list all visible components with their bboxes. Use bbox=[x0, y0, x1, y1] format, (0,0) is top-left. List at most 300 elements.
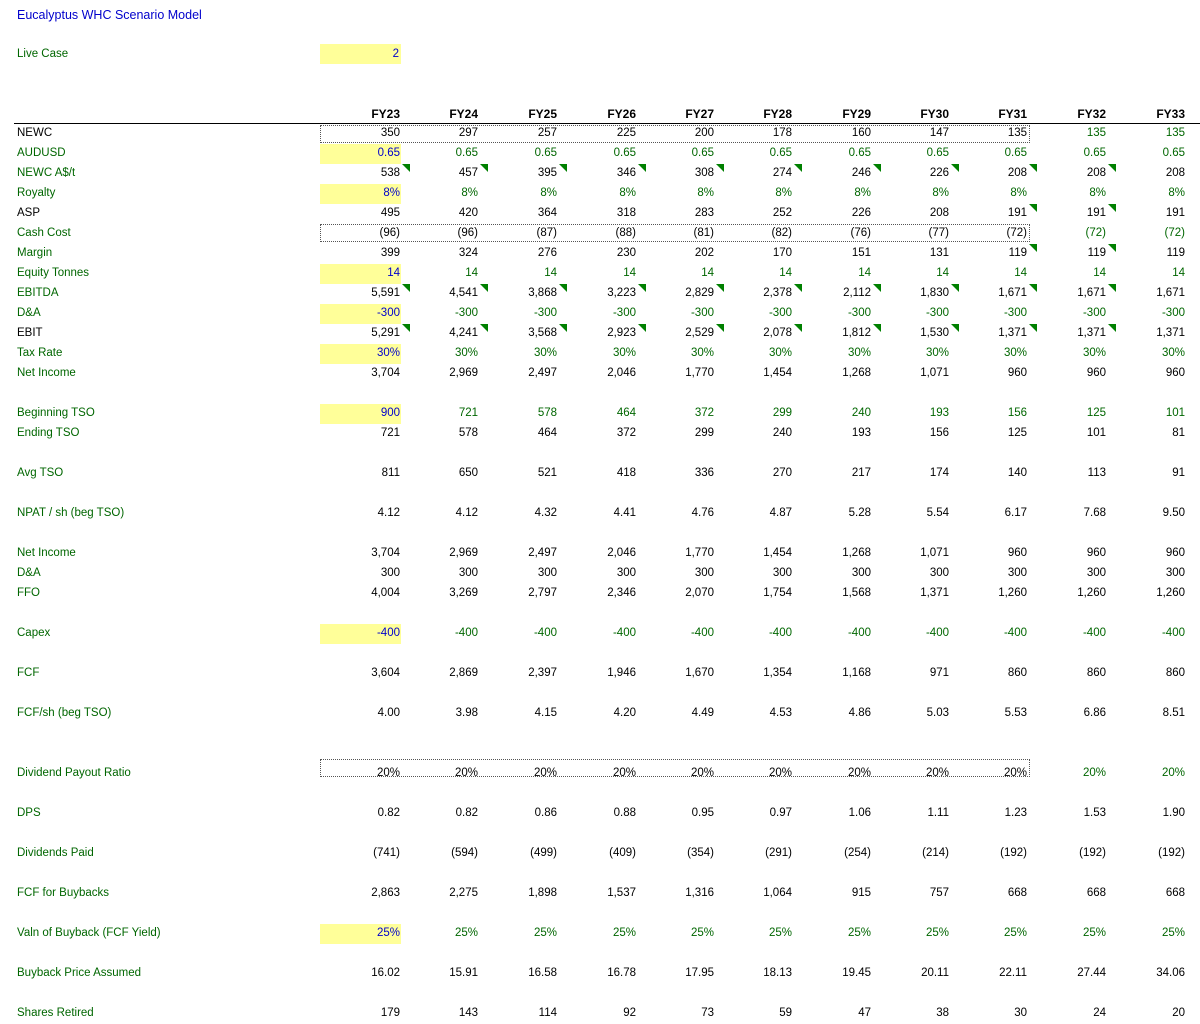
cell-fy29[interactable]: 151 bbox=[851, 247, 871, 259]
cell-fy29[interactable]: 1,568 bbox=[842, 587, 871, 599]
cell-fy23[interactable]: 0.82 bbox=[377, 807, 400, 819]
cell-fy24[interactable]: 2,275 bbox=[449, 887, 478, 899]
cell-fy28[interactable]: 270 bbox=[772, 467, 792, 479]
cell-fy31[interactable]: 5.53 bbox=[1004, 707, 1027, 719]
cell-fy32[interactable]: 668 bbox=[1086, 887, 1106, 899]
cell-fy24[interactable]: 4,541 bbox=[449, 287, 478, 299]
cell-fy32[interactable]: 860 bbox=[1086, 667, 1106, 679]
cell-fy26[interactable]: 3,223 bbox=[607, 287, 636, 299]
cell-fy24[interactable]: 30% bbox=[454, 347, 478, 359]
cell-fy29[interactable]: 1,268 bbox=[842, 547, 871, 559]
cell-fy29[interactable]: 300 bbox=[851, 567, 871, 579]
cell-fy24[interactable]: 14 bbox=[465, 267, 478, 279]
cell-fy28[interactable]: -400 bbox=[768, 627, 792, 639]
cell-fy25[interactable]: 276 bbox=[537, 247, 557, 259]
cell-fy24[interactable]: 650 bbox=[458, 467, 478, 479]
cell-fy27[interactable]: 8% bbox=[697, 187, 714, 199]
cell-fy27[interactable]: 283 bbox=[694, 207, 714, 219]
cell-fy26[interactable]: 14 bbox=[623, 267, 636, 279]
cell-fy24[interactable]: 420 bbox=[458, 207, 478, 219]
cell-fy31[interactable]: 119 bbox=[1008, 247, 1027, 259]
cell-fy27[interactable]: 308 bbox=[694, 167, 714, 179]
cell-fy28[interactable]: 8% bbox=[775, 187, 792, 199]
cell-fy29[interactable]: 1.06 bbox=[848, 807, 871, 819]
cell-fy27[interactable]: 73 bbox=[701, 1007, 714, 1019]
cell-fy27[interactable]: 4.49 bbox=[691, 707, 714, 719]
cell-fy28[interactable]: -300 bbox=[768, 307, 792, 319]
cell-fy31[interactable]: 20% bbox=[1003, 767, 1027, 779]
cell-fy32[interactable]: (192) bbox=[1079, 847, 1106, 859]
cell-fy30[interactable]: 30% bbox=[925, 347, 949, 359]
cell-fy29[interactable]: 25% bbox=[847, 927, 871, 939]
cell-fy31[interactable]: 300 bbox=[1007, 567, 1027, 579]
cell-fy27[interactable]: 2,070 bbox=[685, 587, 714, 599]
cell-fy33[interactable]: 135 bbox=[1165, 127, 1185, 139]
cell-fy29[interactable]: 246 bbox=[851, 167, 871, 179]
cell-fy33[interactable]: 1,371 bbox=[1156, 327, 1185, 339]
cell-fy24[interactable]: 15.91 bbox=[449, 967, 478, 979]
cell-fy33[interactable]: 1.90 bbox=[1162, 807, 1185, 819]
cell-fy23[interactable]: (96) bbox=[379, 227, 400, 239]
cell-fy30[interactable]: 20% bbox=[925, 767, 949, 779]
cell-fy29[interactable]: 19.45 bbox=[842, 967, 871, 979]
cell-fy25[interactable]: 2,497 bbox=[528, 547, 557, 559]
cell-fy24[interactable]: -400 bbox=[454, 627, 478, 639]
cell-fy29[interactable]: 4.86 bbox=[848, 707, 871, 719]
cell-fy28[interactable]: 59 bbox=[779, 1007, 792, 1019]
cell-fy30[interactable]: (214) bbox=[922, 847, 949, 859]
cell-fy29[interactable]: 193 bbox=[851, 427, 871, 439]
cell-fy33[interactable]: 9.50 bbox=[1162, 507, 1185, 519]
cell-fy33[interactable]: 101 bbox=[1165, 407, 1185, 419]
cell-fy33[interactable]: (72) bbox=[1164, 227, 1185, 239]
cell-fy29[interactable]: 226 bbox=[851, 207, 871, 219]
cell-fy24[interactable]: 4,241 bbox=[449, 327, 478, 339]
cell-fy26[interactable]: 0.88 bbox=[613, 807, 636, 819]
cell-fy29[interactable]: 30% bbox=[847, 347, 871, 359]
cell-fy27[interactable]: 1,770 bbox=[685, 367, 714, 379]
cell-fy23[interactable]: 4,004 bbox=[371, 587, 400, 599]
cell-fy29[interactable]: 47 bbox=[858, 1007, 871, 1019]
cell-fy25[interactable]: 257 bbox=[537, 127, 557, 139]
cell-fy31[interactable]: 1.23 bbox=[1004, 807, 1027, 819]
cell-fy24[interactable]: 4.12 bbox=[455, 507, 478, 519]
cell-fy25[interactable]: (87) bbox=[536, 227, 557, 239]
cell-fy26[interactable]: 2,046 bbox=[607, 367, 636, 379]
cell-fy27[interactable]: 17.95 bbox=[685, 967, 714, 979]
cell-fy23[interactable]: 5,591 bbox=[371, 287, 400, 299]
cell-fy26[interactable]: 20% bbox=[612, 767, 636, 779]
cell-fy33[interactable]: 300 bbox=[1165, 567, 1185, 579]
cell-fy32[interactable]: 125 bbox=[1086, 407, 1106, 419]
cell-fy29[interactable]: 2,112 bbox=[843, 287, 871, 299]
cell-fy32[interactable]: 119 bbox=[1087, 247, 1106, 259]
cell-fy28[interactable]: 18.13 bbox=[763, 967, 792, 979]
cell-fy27[interactable]: (354) bbox=[687, 847, 714, 859]
cell-fy28[interactable]: 1,454 bbox=[763, 367, 792, 379]
cell-fy23[interactable]: 3,704 bbox=[371, 547, 400, 559]
cell-fy24[interactable]: 324 bbox=[458, 247, 478, 259]
cell-fy32[interactable]: 27.44 bbox=[1077, 967, 1106, 979]
cell-fy23[interactable]: 2,863 bbox=[371, 887, 400, 899]
cell-fy28[interactable]: (82) bbox=[771, 227, 792, 239]
cell-fy33[interactable]: 34.06 bbox=[1156, 967, 1185, 979]
cell-fy26[interactable]: (409) bbox=[609, 847, 636, 859]
cell-fy26[interactable]: 318 bbox=[616, 207, 636, 219]
cell-fy25[interactable]: 2,497 bbox=[528, 367, 557, 379]
cell-fy28[interactable]: 1,064 bbox=[763, 887, 792, 899]
cell-fy23[interactable]: -400 bbox=[376, 627, 400, 639]
cell-fy24[interactable]: 2,969 bbox=[449, 367, 478, 379]
cell-fy32[interactable]: 960 bbox=[1086, 547, 1106, 559]
cell-fy23[interactable]: 30% bbox=[376, 347, 400, 359]
cell-fy25[interactable]: 8% bbox=[540, 187, 557, 199]
cell-fy27[interactable]: 372 bbox=[694, 407, 714, 419]
cell-fy31[interactable]: 1,260 bbox=[998, 587, 1027, 599]
cell-fy23[interactable]: -300 bbox=[376, 307, 400, 319]
cell-fy33[interactable]: 91 bbox=[1172, 467, 1185, 479]
cell-fy27[interactable]: 30% bbox=[690, 347, 714, 359]
cell-fy30[interactable]: 300 bbox=[929, 567, 949, 579]
cell-fy26[interactable]: 2,046 bbox=[607, 547, 636, 559]
live-case-input[interactable]: 2 bbox=[320, 44, 401, 64]
cell-fy33[interactable]: 960 bbox=[1165, 547, 1185, 559]
cell-fy23[interactable]: 900 bbox=[380, 407, 400, 419]
cell-fy30[interactable]: 131 bbox=[929, 247, 949, 259]
cell-fy33[interactable]: 960 bbox=[1165, 367, 1185, 379]
cell-fy26[interactable]: 8% bbox=[619, 187, 636, 199]
cell-fy23[interactable]: 16.02 bbox=[371, 967, 400, 979]
cell-fy33[interactable]: 30% bbox=[1161, 347, 1185, 359]
cell-fy23[interactable]: 5,291 bbox=[371, 327, 400, 339]
cell-fy32[interactable]: -300 bbox=[1082, 307, 1106, 319]
cell-fy28[interactable]: 1,354 bbox=[763, 667, 792, 679]
cell-fy26[interactable]: 92 bbox=[623, 1007, 636, 1019]
cell-fy28[interactable]: 14 bbox=[779, 267, 792, 279]
cell-fy31[interactable]: 208 bbox=[1007, 167, 1027, 179]
cell-fy31[interactable]: (192) bbox=[1000, 847, 1027, 859]
cell-fy25[interactable]: 30% bbox=[533, 347, 557, 359]
cell-fy29[interactable]: 217 bbox=[851, 467, 871, 479]
cell-fy24[interactable]: 0.65 bbox=[455, 147, 478, 159]
cell-fy27[interactable]: 336 bbox=[694, 467, 714, 479]
cell-fy29[interactable]: 1,812 bbox=[842, 327, 871, 339]
cell-fy25[interactable]: 300 bbox=[537, 567, 557, 579]
cell-fy28[interactable]: 274 bbox=[772, 167, 792, 179]
cell-fy29[interactable]: -400 bbox=[847, 627, 871, 639]
cell-fy30[interactable]: 1,071 bbox=[920, 367, 949, 379]
cell-fy28[interactable]: 240 bbox=[772, 427, 792, 439]
cell-fy24[interactable]: 3.98 bbox=[455, 707, 478, 719]
cell-fy30[interactable]: 1,371 bbox=[920, 587, 949, 599]
cell-fy26[interactable]: 1,537 bbox=[607, 887, 636, 899]
cell-fy33[interactable]: 81 bbox=[1172, 427, 1185, 439]
cell-fy23[interactable]: 399 bbox=[380, 247, 400, 259]
cell-fy31[interactable]: 191 bbox=[1007, 207, 1027, 219]
cell-fy24[interactable]: 8% bbox=[461, 187, 478, 199]
cell-fy33[interactable]: 191 bbox=[1165, 207, 1185, 219]
cell-fy31[interactable]: 125 bbox=[1007, 427, 1027, 439]
cell-fy31[interactable]: -400 bbox=[1003, 627, 1027, 639]
cell-fy25[interactable]: 4.15 bbox=[534, 707, 557, 719]
cell-fy25[interactable]: 0.65 bbox=[534, 147, 557, 159]
cell-fy30[interactable]: 5.54 bbox=[926, 507, 949, 519]
cell-fy27[interactable]: 1,770 bbox=[685, 547, 714, 559]
cell-fy30[interactable]: 14 bbox=[936, 267, 949, 279]
cell-fy24[interactable]: 143 bbox=[458, 1007, 478, 1019]
cell-fy33[interactable]: 208 bbox=[1165, 167, 1185, 179]
cell-fy23[interactable]: 179 bbox=[380, 1007, 400, 1019]
cell-fy27[interactable]: (81) bbox=[693, 227, 714, 239]
cell-fy25[interactable]: 25% bbox=[533, 927, 557, 939]
cell-fy23[interactable]: 3,704 bbox=[371, 367, 400, 379]
cell-fy32[interactable]: 960 bbox=[1086, 367, 1106, 379]
cell-fy26[interactable]: 2,346 bbox=[607, 587, 636, 599]
cell-fy25[interactable]: 114 bbox=[538, 1007, 557, 1019]
cell-fy23[interactable]: 495 bbox=[380, 207, 400, 219]
cell-fy31[interactable]: 25% bbox=[1003, 927, 1027, 939]
cell-fy30[interactable]: 5.03 bbox=[926, 707, 949, 719]
cell-fy25[interactable]: 1,898 bbox=[528, 887, 557, 899]
cell-fy24[interactable]: 578 bbox=[458, 427, 478, 439]
cell-fy28[interactable]: 20% bbox=[768, 767, 792, 779]
cell-fy29[interactable]: 915 bbox=[851, 887, 871, 899]
cell-fy31[interactable]: 960 bbox=[1007, 367, 1027, 379]
cell-fy33[interactable]: 25% bbox=[1161, 927, 1185, 939]
cell-fy32[interactable]: 208 bbox=[1086, 167, 1106, 179]
cell-fy33[interactable]: 14 bbox=[1172, 267, 1185, 279]
cell-fy29[interactable]: 8% bbox=[854, 187, 871, 199]
cell-fy33[interactable]: 8% bbox=[1168, 187, 1185, 199]
cell-fy31[interactable]: -300 bbox=[1003, 307, 1027, 319]
cell-fy32[interactable]: (72) bbox=[1085, 227, 1106, 239]
cell-fy27[interactable]: 1,670 bbox=[685, 667, 714, 679]
cell-fy28[interactable]: 178 bbox=[772, 127, 792, 139]
cell-fy25[interactable]: -300 bbox=[533, 307, 557, 319]
cell-fy31[interactable]: 860 bbox=[1007, 667, 1027, 679]
cell-fy30[interactable]: 1,530 bbox=[920, 327, 949, 339]
cell-fy31[interactable]: 22.11 bbox=[999, 967, 1027, 979]
cell-fy23[interactable]: 4.12 bbox=[377, 507, 400, 519]
cell-fy31[interactable]: 668 bbox=[1007, 887, 1027, 899]
cell-fy25[interactable]: 4.32 bbox=[534, 507, 557, 519]
cell-fy28[interactable]: 2,378 bbox=[763, 287, 792, 299]
cell-fy30[interactable]: 147 bbox=[929, 127, 949, 139]
cell-fy32[interactable]: 20% bbox=[1082, 767, 1106, 779]
cell-fy30[interactable]: (77) bbox=[928, 227, 949, 239]
cell-fy29[interactable]: 240 bbox=[851, 407, 871, 419]
cell-fy29[interactable]: (76) bbox=[850, 227, 871, 239]
cell-fy23[interactable]: 14 bbox=[387, 267, 400, 279]
cell-fy26[interactable]: -400 bbox=[612, 627, 636, 639]
cell-fy30[interactable]: 25% bbox=[925, 927, 949, 939]
cell-fy30[interactable]: 174 bbox=[929, 467, 949, 479]
cell-fy27[interactable]: 200 bbox=[694, 127, 714, 139]
cell-fy27[interactable]: 2,829 bbox=[685, 287, 714, 299]
cell-fy27[interactable]: 0.95 bbox=[691, 807, 714, 819]
cell-fy32[interactable]: 1,371 bbox=[1077, 327, 1106, 339]
cell-fy26[interactable]: 25% bbox=[612, 927, 636, 939]
cell-fy28[interactable]: (291) bbox=[765, 847, 792, 859]
cell-fy25[interactable]: 14 bbox=[544, 267, 557, 279]
cell-fy28[interactable]: 299 bbox=[772, 407, 792, 419]
cell-fy29[interactable]: 1,168 bbox=[842, 667, 871, 679]
cell-fy24[interactable]: 0.82 bbox=[455, 807, 478, 819]
cell-fy28[interactable]: 0.65 bbox=[769, 147, 792, 159]
cell-fy28[interactable]: 300 bbox=[772, 567, 792, 579]
cell-fy28[interactable]: 252 bbox=[772, 207, 792, 219]
cell-fy30[interactable]: 8% bbox=[932, 187, 949, 199]
cell-fy31[interactable]: 135 bbox=[1007, 127, 1027, 139]
cell-fy30[interactable]: 156 bbox=[929, 427, 949, 439]
cell-fy31[interactable]: 6.17 bbox=[1004, 507, 1027, 519]
cell-fy33[interactable]: -300 bbox=[1161, 307, 1185, 319]
cell-fy27[interactable]: 25% bbox=[690, 927, 714, 939]
cell-fy29[interactable]: (254) bbox=[844, 847, 871, 859]
cell-fy26[interactable]: 230 bbox=[616, 247, 636, 259]
cell-fy32[interactable]: 1,260 bbox=[1077, 587, 1106, 599]
cell-fy30[interactable]: 1.11 bbox=[927, 807, 949, 819]
cell-fy30[interactable]: 226 bbox=[929, 167, 949, 179]
cell-fy25[interactable]: 364 bbox=[537, 207, 557, 219]
cell-fy24[interactable]: 2,869 bbox=[449, 667, 478, 679]
cell-fy27[interactable]: 299 bbox=[694, 427, 714, 439]
cell-fy26[interactable]: 346 bbox=[616, 167, 636, 179]
cell-fy26[interactable]: 4.41 bbox=[613, 507, 636, 519]
cell-fy25[interactable]: 3,568 bbox=[528, 327, 557, 339]
cell-fy33[interactable]: 8.51 bbox=[1162, 707, 1185, 719]
cell-fy26[interactable]: -300 bbox=[612, 307, 636, 319]
cell-fy33[interactable]: 668 bbox=[1165, 887, 1185, 899]
cell-fy31[interactable]: 1,371 bbox=[998, 327, 1027, 339]
cell-fy29[interactable]: 0.65 bbox=[848, 147, 871, 159]
cell-fy25[interactable]: 3,868 bbox=[528, 287, 557, 299]
cell-fy32[interactable]: 0.65 bbox=[1083, 147, 1106, 159]
cell-fy24[interactable]: 25% bbox=[454, 927, 478, 939]
cell-fy24[interactable]: 297 bbox=[458, 127, 478, 139]
cell-fy27[interactable]: 0.65 bbox=[691, 147, 714, 159]
cell-fy23[interactable]: 350 bbox=[380, 127, 400, 139]
cell-fy24[interactable]: 3,269 bbox=[449, 587, 478, 599]
cell-fy25[interactable]: 464 bbox=[537, 427, 557, 439]
cell-fy25[interactable]: -400 bbox=[533, 627, 557, 639]
cell-fy31[interactable]: (72) bbox=[1006, 227, 1027, 239]
cell-fy27[interactable]: -400 bbox=[690, 627, 714, 639]
cell-fy26[interactable]: 464 bbox=[616, 407, 636, 419]
cell-fy23[interactable]: 300 bbox=[380, 567, 400, 579]
cell-fy33[interactable]: 1,260 bbox=[1156, 587, 1185, 599]
cell-fy33[interactable]: -400 bbox=[1161, 627, 1185, 639]
cell-fy33[interactable]: 20% bbox=[1161, 767, 1185, 779]
cell-fy31[interactable]: 140 bbox=[1007, 467, 1027, 479]
cell-fy31[interactable]: 30 bbox=[1014, 1007, 1027, 1019]
cell-fy32[interactable]: 113 bbox=[1087, 467, 1106, 479]
cell-fy28[interactable]: 2,078 bbox=[763, 327, 792, 339]
cell-fy32[interactable]: 135 bbox=[1086, 127, 1106, 139]
cell-fy32[interactable]: 6.86 bbox=[1083, 707, 1106, 719]
cell-fy32[interactable]: 14 bbox=[1093, 267, 1106, 279]
cell-fy23[interactable]: 721 bbox=[380, 427, 400, 439]
cell-fy26[interactable]: 16.78 bbox=[607, 967, 636, 979]
cell-fy23[interactable]: 8% bbox=[383, 187, 400, 199]
cell-fy31[interactable]: 1,671 bbox=[998, 287, 1027, 299]
cell-fy30[interactable]: 0.65 bbox=[926, 147, 949, 159]
cell-fy23[interactable]: (741) bbox=[373, 847, 400, 859]
cell-fy30[interactable]: 971 bbox=[929, 667, 949, 679]
cell-fy28[interactable]: 4.87 bbox=[769, 507, 792, 519]
cell-fy32[interactable]: 24 bbox=[1093, 1007, 1106, 1019]
cell-fy28[interactable]: 30% bbox=[768, 347, 792, 359]
cell-fy27[interactable]: 1,316 bbox=[685, 887, 714, 899]
cell-fy32[interactable]: 1.53 bbox=[1083, 807, 1106, 819]
cell-fy30[interactable]: 757 bbox=[929, 887, 949, 899]
cell-fy24[interactable]: 721 bbox=[458, 407, 478, 419]
cell-fy32[interactable]: -400 bbox=[1082, 627, 1106, 639]
cell-fy26[interactable]: (88) bbox=[615, 227, 636, 239]
cell-fy26[interactable]: 372 bbox=[616, 427, 636, 439]
cell-fy32[interactable]: 8% bbox=[1089, 187, 1106, 199]
cell-fy28[interactable]: 1,454 bbox=[763, 547, 792, 559]
cell-fy29[interactable]: 5.28 bbox=[848, 507, 871, 519]
cell-fy25[interactable]: 20% bbox=[533, 767, 557, 779]
cell-fy27[interactable]: 14 bbox=[701, 267, 714, 279]
cell-fy30[interactable]: -300 bbox=[925, 307, 949, 319]
cell-fy30[interactable]: 1,830 bbox=[920, 287, 949, 299]
cell-fy24[interactable]: 457 bbox=[458, 167, 478, 179]
cell-fy23[interactable]: 538 bbox=[380, 167, 400, 179]
cell-fy23[interactable]: 4.00 bbox=[377, 707, 400, 719]
cell-fy26[interactable]: 0.65 bbox=[613, 147, 636, 159]
cell-fy28[interactable]: 4.53 bbox=[769, 707, 792, 719]
cell-fy32[interactable]: 101 bbox=[1086, 427, 1106, 439]
cell-fy26[interactable]: 4.20 bbox=[613, 707, 636, 719]
cell-fy30[interactable]: 20.11 bbox=[921, 967, 949, 979]
cell-fy26[interactable]: 300 bbox=[616, 567, 636, 579]
cell-fy27[interactable]: 4.76 bbox=[691, 507, 714, 519]
cell-fy25[interactable]: 2,797 bbox=[528, 587, 557, 599]
cell-fy27[interactable]: 300 bbox=[694, 567, 714, 579]
cell-fy23[interactable]: 811 bbox=[381, 467, 400, 479]
cell-fy32[interactable]: 30% bbox=[1082, 347, 1106, 359]
cell-fy25[interactable]: 16.58 bbox=[528, 967, 557, 979]
cell-fy28[interactable]: 0.97 bbox=[769, 807, 792, 819]
cell-fy24[interactable]: (594) bbox=[451, 847, 478, 859]
cell-fy26[interactable]: 30% bbox=[612, 347, 636, 359]
cell-fy33[interactable]: 119 bbox=[1166, 247, 1185, 259]
cell-fy28[interactable]: 170 bbox=[772, 247, 792, 259]
cell-fy23[interactable]: 25% bbox=[376, 927, 400, 939]
cell-fy27[interactable]: -300 bbox=[690, 307, 714, 319]
cell-fy31[interactable]: 156 bbox=[1007, 407, 1027, 419]
cell-fy25[interactable]: 2,397 bbox=[528, 667, 557, 679]
cell-fy30[interactable]: 1,071 bbox=[920, 547, 949, 559]
cell-fy24[interactable]: (96) bbox=[457, 227, 478, 239]
cell-fy30[interactable]: 38 bbox=[936, 1007, 949, 1019]
cell-fy33[interactable]: 860 bbox=[1165, 667, 1185, 679]
cell-fy32[interactable]: 300 bbox=[1086, 567, 1106, 579]
cell-fy32[interactable]: 1,671 bbox=[1077, 287, 1106, 299]
cell-fy27[interactable]: 20% bbox=[690, 767, 714, 779]
cell-fy27[interactable]: 202 bbox=[694, 247, 714, 259]
cell-fy31[interactable]: 30% bbox=[1003, 347, 1027, 359]
cell-fy31[interactable]: 0.65 bbox=[1004, 147, 1027, 159]
cell-fy31[interactable]: 960 bbox=[1007, 547, 1027, 559]
cell-fy30[interactable]: 193 bbox=[929, 407, 949, 419]
cell-fy29[interactable]: -300 bbox=[847, 307, 871, 319]
cell-fy24[interactable]: 20% bbox=[454, 767, 478, 779]
cell-fy30[interactable]: -400 bbox=[925, 627, 949, 639]
cell-fy32[interactable]: 7.68 bbox=[1083, 507, 1106, 519]
